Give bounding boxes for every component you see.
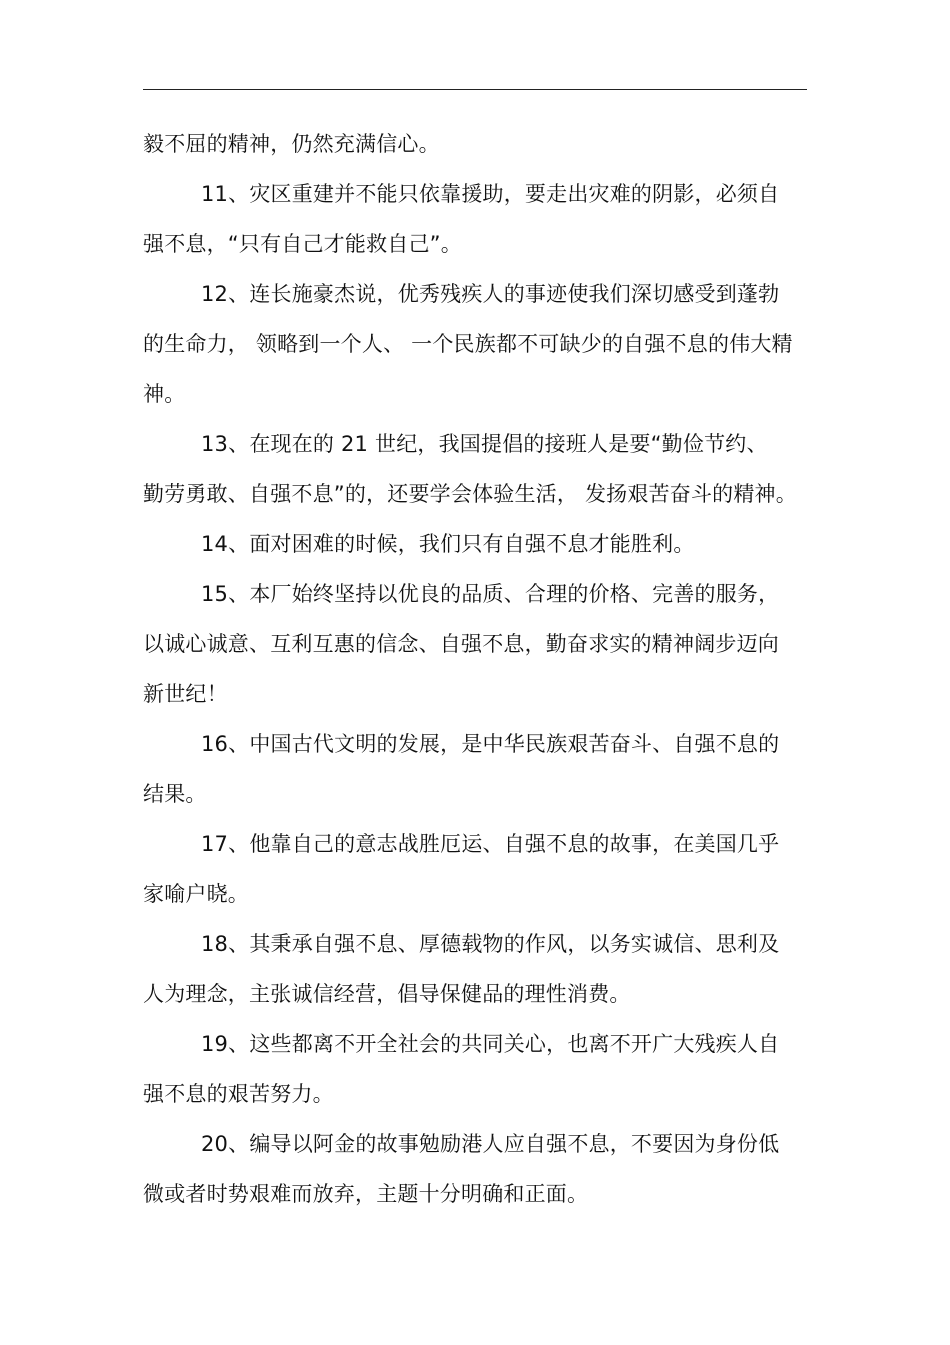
text-line: 18、其秉承自强不息、厚德载物的作风，以务实诚信、思利及 bbox=[201, 932, 780, 956]
text-line: 16、中国古代文明的发展，是中华民族艰苦奋斗、自强不息的 bbox=[201, 732, 780, 756]
text-line: 强不息的艰苦努力。 bbox=[143, 1082, 334, 1106]
text-line: 毅不屈的精神，仍然充满信心。 bbox=[143, 132, 440, 156]
text-line: 11、灾区重建并不能只依靠援助，要走出灾难的阴影，必须自 bbox=[201, 182, 780, 206]
text-line: 结果。 bbox=[143, 782, 207, 806]
header-rule bbox=[143, 89, 807, 90]
text-line: 20、编导以阿金的故事勉励港人应自强不息，不要因为身份低 bbox=[201, 1132, 780, 1156]
text-line: 人为理念，主张诚信经营，倡导保健品的理性消费。 bbox=[143, 982, 631, 1006]
text-line: 19、这些都离不开全社会的共同关心，也离不开广大残疾人自 bbox=[201, 1032, 780, 1056]
text-line: 12、连长施豪杰说，优秀残疾人的事迹使我们深切感受到蓬勃 bbox=[201, 282, 780, 306]
text-line: 强不息，“只有自己才能救自己”。 bbox=[143, 232, 462, 256]
text-line: 14、面对困难的时候，我们只有自强不息才能胜利。 bbox=[201, 532, 695, 556]
text-line: 家喻户晓。 bbox=[143, 882, 249, 906]
text-line: 神。 bbox=[143, 382, 186, 406]
text-line: 的生命力， 领略到一个人、 一个民族都不可缺少的自强不息的伟大精 bbox=[143, 332, 793, 356]
text-line: 17、他靠自己的意志战胜厄运、自强不息的故事，在美国几乎 bbox=[201, 832, 780, 856]
text-line: 以诚心诚意、互利互惠的信念、自强不息，勤奋求实的精神阔步迈向 bbox=[143, 632, 779, 656]
text-line: 15、本厂始终坚持以优良的品质、合理的价格、完善的服务， bbox=[201, 582, 780, 606]
text-line: 微或者时势艰难而放弃，主题十分明确和正面。 bbox=[143, 1182, 589, 1206]
text-line: 13、在现在的 21 世纪，我国提倡的接班人是要“勤俭节约、 bbox=[201, 432, 768, 456]
text-line: 新世纪！ bbox=[143, 682, 228, 706]
text-line: 勤劳勇敢、自强不息”的，还要学会体验生活， 发扬艰苦奋斗的精神。 bbox=[143, 482, 797, 506]
